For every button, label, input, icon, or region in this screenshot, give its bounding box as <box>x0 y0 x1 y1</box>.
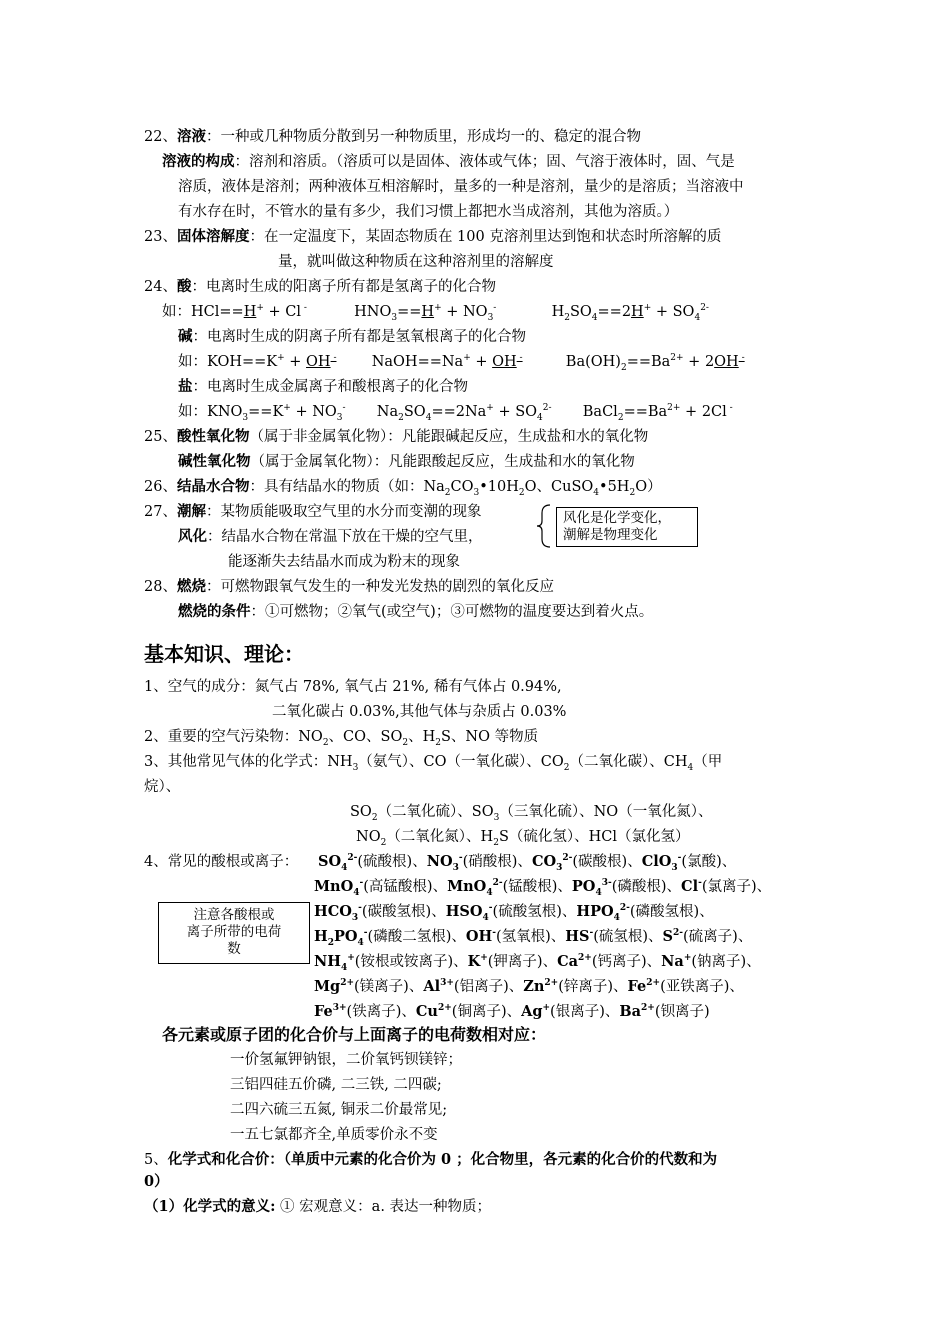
ion-line <box>314 927 752 947</box>
ion-line <box>314 952 761 972</box>
ion-entry: $Mg^{2+}$(镁离子)、 <box>314 978 424 995</box>
ion-entry: ClO$_3$-(氯酸)、 <box>641 853 737 873</box>
def-26: 26、结晶水合物：具有结晶水的物质（如：$Na_2CO_3•10H_2O$、$CuSO_4•5H_2O$） <box>144 478 662 498</box>
note-box-charges <box>158 902 310 964</box>
def-base: 碱：电离时生成的阴离子所有都是氢氧根离子的化合物 <box>178 328 526 345</box>
ion-line <box>318 852 736 872</box>
k1-line1: 1、空气的成分：氮气占 78%, 氧气占 21%, 稀有气体占 0.94%, <box>144 679 562 695</box>
def-24: 24、酸：电离时生成的阳离子所有都是氢离子的化合物 <box>144 278 496 295</box>
note-line: 数 <box>227 941 241 957</box>
k5a: （1）化学式的意义: ① 宏观意义：a. 表达一种物质； <box>144 1198 492 1215</box>
valence-line: 一价氢氟钾钠银，二价氧钙钡镁锌； <box>230 1052 462 1068</box>
ion-line <box>314 902 714 922</box>
def-22b-line2: 溶质，液体是溶剂；两种液体互相溶解时，量多的一种是溶剂，量少的是溶质；当溶液中 <box>178 179 744 195</box>
def-25: 25、酸性氧化物（属于非金属氧化物）：凡能跟碱起反应，生成盐和水的氧化物 <box>144 428 649 445</box>
note-line: 风化是化学变化， <box>563 510 671 526</box>
base-examples: 如：KOH==K+ + OH - NaOH==Na+ + OH - $Ba(OH)_2==Ba^{2+} + 2OH$ - <box>178 353 745 373</box>
valence-title: 各元素或原子团的化合价与上面离子的电荷数相对应： <box>162 1025 547 1044</box>
valence-line: 二四六硫三五氮, 铜汞二价最常见; <box>230 1102 448 1118</box>
ion-entry: $H_2PO$ <box>314 928 358 948</box>
ion-entry: MnO$_4$-(高锰酸根)、 <box>314 878 448 898</box>
ion-entry: $Al^{3+}$(铝离子)、 <box>423 978 524 995</box>
k3-line2: 烷）、 <box>144 779 181 795</box>
ion-entry: MnO$_4^{2-}$(锰酸根)、 <box>447 878 572 898</box>
valence-line: 一五七氯都齐全,单质零价永不变 <box>230 1127 438 1143</box>
k2: 2、重要的空气污染物：$NO_2$、CO、$SO_2$、$H_2S$、NO 等物质 <box>144 729 539 748</box>
k3-line4: $NO_2$（二氧化氮）、$H_2S$（硫化氢）、HCl（氯化氢） <box>356 829 690 848</box>
k1-line2: 二氧化碳占 0.03%,其他气体与杂质占 0.03% <box>272 704 567 720</box>
ion-line <box>314 877 771 897</box>
def-22b: 溶液的构成：溶剂和溶质。（溶质可以是固体、液体或气体；固、气溶于液体时，固、气是 <box>162 153 735 170</box>
ion-entry: $S^{2-}$(硫离子)、 <box>662 928 753 945</box>
def-salt: 盐：电离时生成金属离子和酸根离子的化合物 <box>178 378 468 395</box>
ion-entry: HS-(硫氢根)、 <box>565 928 663 945</box>
ion-line <box>314 1002 710 1022</box>
ion-entry: $HCO_3^-$(碳酸氢根)、 <box>314 903 446 923</box>
k3: 3、其他常见气体的化学式：$NH_3$（氨气）、CO（一氧化碳）、$CO_2$（二氧化碳）、$CH_4$（甲 <box>144 754 723 773</box>
ion-entry: $NH_4^+$(铵根或铵离子)、 <box>314 953 468 973</box>
ion-entry: $HSO_4^-$(硫酸氢根)、 <box>445 903 577 923</box>
k5: 5、化学式和化合价：（单质中元素的化合价为 0 ；化合物里，各元素的化合价的代数和为 <box>144 1151 718 1168</box>
ion-entry: $NO_3^-$(硝酸根)、 <box>426 853 532 873</box>
ion-entry: $_4$-(磷酸二氢根)、 <box>357 928 466 948</box>
ion-entry: Ag+(银离子)、 <box>521 1003 620 1020</box>
note-line: 潮解是物理变化 <box>563 527 658 543</box>
def-28b: 燃烧的条件：①可燃物；②氧气(或空气)；③可燃物的温度要达到着火点。 <box>178 603 654 620</box>
ion-entry: $Ba^{2+}$(钡离子) <box>619 1003 710 1020</box>
ion-entry: K+(钾离子)、 <box>467 953 558 970</box>
ion-entry: Cl-(氯离子)、 <box>681 878 772 895</box>
ion-entry: $HPO_4^{2-}$(磷酸氢根)、 <box>576 903 714 923</box>
def-22: 22、溶液：一种或几种物质分散到另一种物质里，形成均一的、稳定的混合物 <box>144 128 641 145</box>
ion-entry: $SO_4^{2-}$(硫酸根)、 <box>318 853 427 873</box>
def-23: 23、固体溶解度：在一定温度下，某固态物质在 100 克溶剂里达到饱和状态时所溶解的质 <box>144 228 722 245</box>
def-25b: 碱性氧化物（属于金属氧化物）：凡能跟酸起反应，生成盐和水的氧化物 <box>178 453 635 470</box>
def-27b-line2: 能逐渐失去结晶水而成为粉末的现象 <box>228 554 460 570</box>
brace-icon <box>536 503 556 549</box>
ion-entry: $Fe^{2+}$(亚铁离子)、 <box>627 978 744 995</box>
k5-line2: 0） <box>144 1173 169 1190</box>
note-line: 注意各酸根或 <box>193 907 275 923</box>
k3-line3: $SO_2$（二氧化硫）、$SO_3$（三氧化硫）、NO（一氧化氮）、 <box>350 804 713 823</box>
ion-entry: $Ca^{2+}$(钙离子)、 <box>557 953 662 970</box>
valence-line: 三铝四硅五价磷, 二三铁, 二四碳; <box>230 1077 442 1093</box>
def-23-line2: 量，就叫做这种物质在这种溶剂里的溶解度 <box>278 254 554 270</box>
note-box-weathering <box>556 507 698 547</box>
ion-entry: $CO_3^{2-}$(碳酸根)、 <box>531 853 642 873</box>
ion-entry: $PO_4^{3-}$(磷酸根)、 <box>571 878 682 898</box>
def-27: 27、潮解：某物质能吸取空气里的水分而变潮的现象 <box>144 503 482 520</box>
ion-entry: Na+(钠离子)、 <box>661 953 761 970</box>
ion-line <box>314 977 744 997</box>
ion-entry: $Cu^{2+}$(铜离子)、 <box>415 1003 522 1020</box>
acid-examples: 如：HCl==H+ + Cl - $HNO_3==H^+ + NO_3^-$ $H_2SO_4==2H^+ + SO_4^{2-}$ <box>162 303 709 323</box>
salt-examples: 如：$KNO_3==K^+ + NO_3^-$ $Na_2SO_4==2Na^+ + SO_4^{2-}$ $BaCl_2==Ba^{2+} + 2Cl$ - <box>178 403 733 423</box>
def-28: 28、燃烧：可燃物跟氧气发生的一种发光发热的剧烈的氧化反应 <box>144 578 554 595</box>
ion-entry: OH-(氢氧根)、 <box>465 928 566 945</box>
k4-prefix: 4、常见的酸根或离子： <box>144 854 299 870</box>
def-27b: 风化：结晶水合物在常温下放在干燥的空气里， <box>178 528 483 545</box>
note-line: 离子所带的电荷 <box>186 924 282 940</box>
section-title: 基本知识、理论： <box>144 642 304 666</box>
ion-entry: $Fe^{3+}$(铁离子)、 <box>314 1003 416 1020</box>
def-22b-line3: 有水存在时，不管水的量有多少，我们习惯上都把水当成溶剂，其他为溶质。） <box>178 204 679 220</box>
ion-entry: $Zn^{2+}$(锌离子)、 <box>523 978 628 995</box>
